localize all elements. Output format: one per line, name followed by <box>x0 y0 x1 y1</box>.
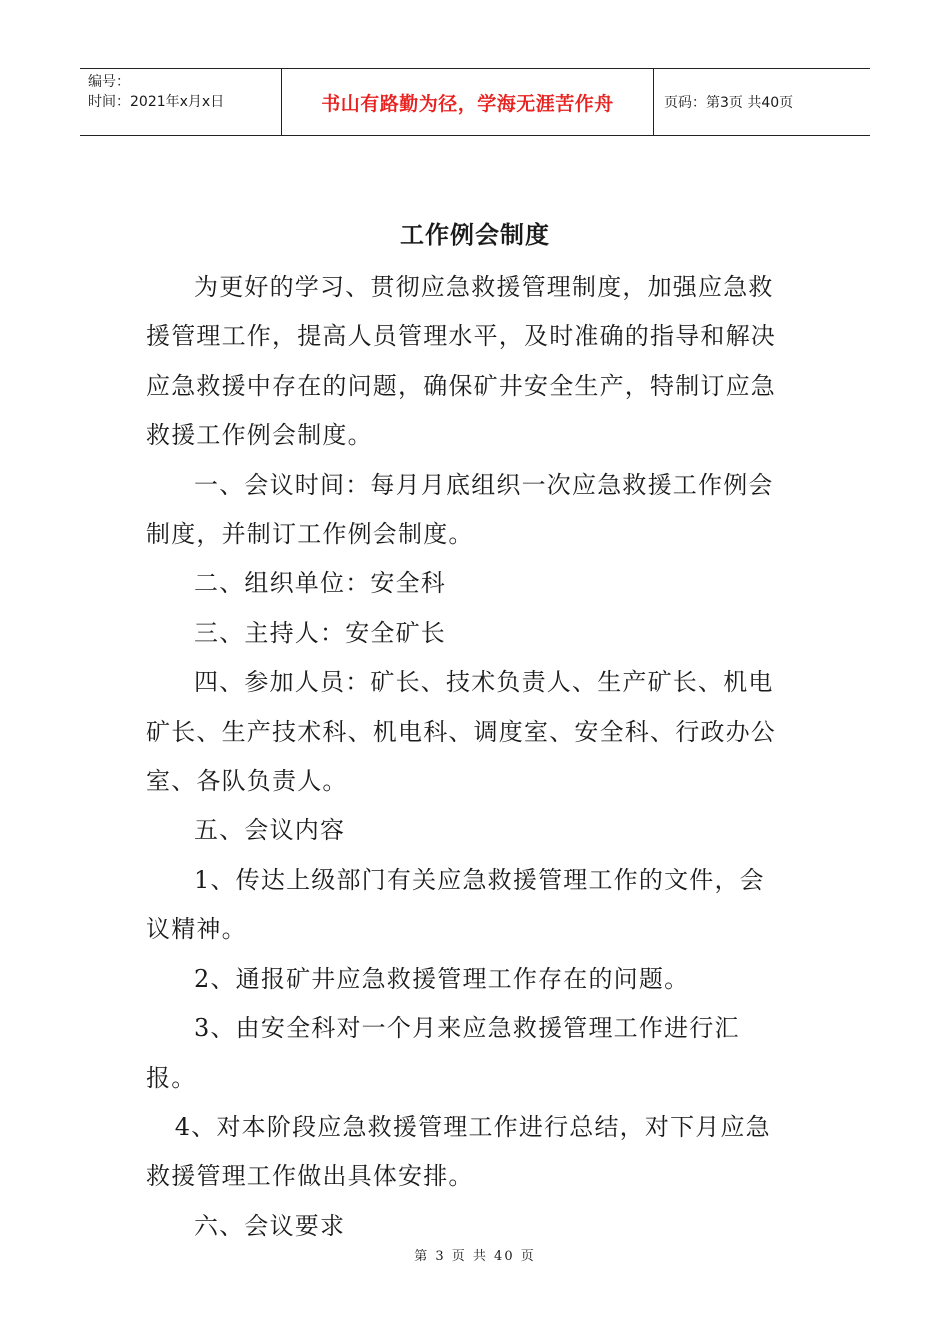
page-info: 页码：第3页 共40页 <box>664 95 794 111</box>
paragraph: 二、组织单位：安全科 <box>194 569 446 598</box>
document-body <box>146 263 786 1251</box>
paragraph: 五、会议内容 <box>194 816 346 845</box>
paragraph: 4、对本阶段应急救援管理工作进行总结，对下月应急救援管理工作做出具体安排。 <box>146 1112 771 1191</box>
paragraph: 四、参加人员：矿长、技术负责人、生产矿长、机电矿长、生产技术科、机电科、调度室、安全科、行政办公室、各队负责人。 <box>146 668 776 796</box>
paragraph: 三、主持人：安全矿长 <box>194 618 446 647</box>
date-line: 时间：2021年x月x日 <box>88 94 225 110</box>
paragraph: 为更好的学习、贯彻应急救援管理制度，加强应急救援管理工作，提高人员管理水平，及时准确的指导和解决应急救援中存在的问题，确保矿井安全生产，特制订应急救援工作例会制度。 <box>146 273 776 450</box>
paragraph: 2、通报矿井应急救援管理工作存在的问题。 <box>194 964 690 993</box>
paragraph: 六、会议要求 <box>194 1211 346 1240</box>
number-label: 编号： <box>88 74 130 90</box>
page-footer: 第 3 页 共 40 页 <box>414 1249 536 1264</box>
paragraph: 1、传达上级部门有关应急救援管理工作的文件，会议精神。 <box>146 865 765 944</box>
document-title: 工作例会制度 <box>400 221 550 249</box>
document-header <box>80 68 870 136</box>
header-meta <box>80 69 282 135</box>
header-page-cell <box>654 69 870 135</box>
header-motto-cell <box>282 69 654 135</box>
motto: 书山有路勤为径，学海无涯苦作舟 <box>321 92 614 115</box>
paragraph: 3、由安全科对一个月来应急救援管理工作进行汇报。 <box>146 1014 740 1092</box>
paragraph: 一、会议时间：每月月底组织一次应急救援工作例会制度，并制订工作例会制度。 <box>146 470 774 549</box>
